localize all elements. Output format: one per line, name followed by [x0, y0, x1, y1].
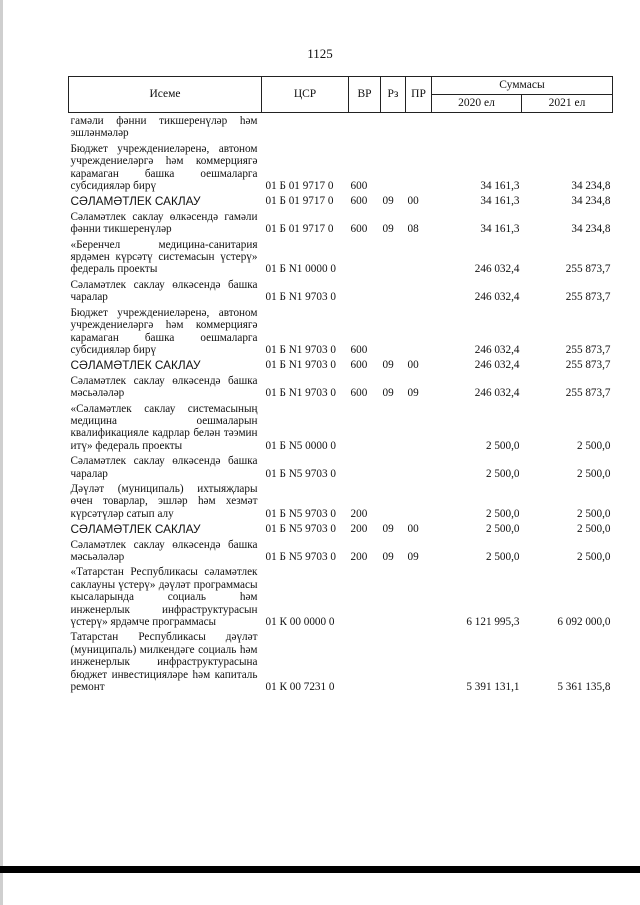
- row-pr: [406, 564, 432, 629]
- row-sum-2021: 255 873,7: [565, 343, 611, 356]
- row-pr: 00: [407, 359, 419, 372]
- row-sum-2021: 2 500,0: [576, 439, 611, 452]
- row-pr: [406, 481, 432, 521]
- row-rz: [381, 113, 406, 141]
- row-rz: 09: [382, 195, 394, 208]
- row-sum-2020: 34 161,3: [480, 180, 520, 193]
- row-sum-2020: 246 032,4: [474, 387, 520, 400]
- row-rz: [381, 564, 406, 629]
- row-rz: [381, 629, 406, 694]
- table-row: [69, 305, 613, 358]
- row-sum-2020: 246 032,4: [474, 343, 520, 356]
- row-sum-2021: 34 234,8: [571, 195, 611, 208]
- row-csr: 01 Б N5 9703 0: [265, 523, 336, 536]
- row-csr: 01 Б N5 9703 0: [265, 467, 336, 480]
- row-vr: 200: [350, 523, 368, 536]
- row-sum-2021: 6 092 000,0: [557, 616, 611, 629]
- row-pr: [406, 113, 432, 141]
- row-csr: [262, 113, 349, 141]
- scan-border: [0, 866, 640, 873]
- page-number: 1125: [307, 46, 333, 61]
- row-csr: 01 Б N1 0000 0: [265, 263, 336, 276]
- row-sum-2020: [432, 113, 522, 141]
- table-row: [69, 373, 613, 401]
- row-name: «Беренчел медицина-санитария ярдәмен күрсәтү системасын үстерү» федераль проекты: [70, 238, 258, 276]
- row-sum-2020: 5 391 131,1: [466, 681, 520, 694]
- row-sum-2021: 2 500,0: [576, 467, 611, 480]
- row-sum-2021: 5 361 135,8: [557, 681, 611, 694]
- row-vr: [349, 453, 381, 481]
- row-csr: 01 Б N1 9703 0: [265, 359, 336, 372]
- row-csr: 01 Б 01 9717 0: [265, 223, 334, 236]
- row-sum-2021: [522, 113, 613, 141]
- row-vr: 200: [350, 551, 368, 563]
- table-row: [69, 453, 613, 481]
- row-name: СӘЛАМӘТЛЕК САКЛАУ: [70, 522, 201, 537]
- row-csr: 01 К 00 7231 0: [265, 681, 335, 694]
- budget-table: [68, 76, 613, 694]
- row-csr: 01 К 00 0000 0: [265, 616, 335, 629]
- table-row: [69, 537, 613, 565]
- row-csr: 01 Б 01 9717 0: [265, 195, 334, 208]
- row-vr: [349, 564, 381, 629]
- header-name: Исеме: [69, 77, 262, 113]
- row-rz: [381, 277, 406, 305]
- row-sum-2020: 2 500,0: [485, 523, 520, 536]
- row-sum-2020: 246 032,4: [474, 291, 520, 304]
- row-pr: 00: [407, 195, 419, 208]
- row-name: СӘЛАМӘТЛЕК САКЛАУ: [70, 194, 201, 209]
- row-sum-2021: 34 234,8: [571, 223, 611, 236]
- row-vr: 600: [350, 387, 368, 400]
- row-rz: 09: [382, 223, 394, 236]
- row-rz: [381, 237, 406, 277]
- header-year-2021: 2021 ел: [522, 95, 613, 113]
- row-rz: [381, 141, 406, 194]
- row-rz: [381, 481, 406, 521]
- row-sum-2020: 2 500,0: [485, 507, 520, 520]
- row-name: Сәламәтлек саклау өлкәсендә гамәли фәнни тикшеренүләр: [70, 210, 258, 236]
- row-pr: 00: [407, 523, 419, 536]
- header-vr: ВР: [349, 77, 381, 113]
- table-row: [69, 141, 613, 194]
- table-row: [69, 209, 613, 237]
- row-rz: 09: [382, 551, 394, 563]
- row-pr: [406, 453, 432, 481]
- row-rz: 09: [382, 359, 394, 372]
- table-row: [69, 481, 613, 521]
- row-vr: [349, 113, 381, 141]
- table-row: [69, 401, 613, 454]
- header-csr: ЦСР: [262, 77, 349, 113]
- row-sum-2021: 255 873,7: [565, 263, 611, 276]
- row-sum-2020: 34 161,3: [480, 223, 520, 236]
- row-sum-2020: 2 500,0: [485, 551, 520, 563]
- table-row: [69, 357, 613, 372]
- row-vr: 600: [350, 223, 368, 236]
- row-name: «Сәламәтлек саклау системасының медицина оешмаларын квалификацияле кадрлар белән тәэмин итү» федераль проекты: [70, 402, 258, 452]
- row-csr: 01 Б N1 9703 0: [265, 387, 336, 400]
- header-pr: ПР: [406, 77, 432, 113]
- row-csr: 01 Б N5 0000 0: [265, 439, 336, 452]
- row-sum-2020: 6 121 995,3: [466, 616, 520, 629]
- row-sum-2020: 2 500,0: [485, 467, 520, 480]
- row-vr: 600: [350, 359, 368, 372]
- row-name: Дәүләт (муниципаль) ихтыяҗлары өчен товарлар, эшләр һәм хезмәт күрсәтүләр сатып алу: [70, 482, 258, 520]
- row-sum-2020: 2 500,0: [485, 439, 520, 452]
- row-name: Татарстан Республикасы дәүләт (муниципаль) милкендәге социаль һәм инженерлык инфраструктурасына бюджет инвестицияләре һәм капиталь ремонт: [70, 631, 258, 694]
- row-pr: [406, 305, 432, 358]
- row-vr: [349, 237, 381, 277]
- row-name: Сәламәтлек саклау өлкәсендә башка чаралар: [70, 455, 258, 480]
- header-sums: Суммасы: [432, 77, 613, 95]
- header-year-2020: 2020 ел: [432, 95, 522, 113]
- row-csr: 01 Б N1 9703 0: [265, 291, 336, 304]
- row-sum-2020: 246 032,4: [474, 359, 520, 372]
- row-pr: [406, 401, 432, 454]
- row-sum-2021: 255 873,7: [565, 359, 611, 372]
- row-sum-2020: 246 032,4: [474, 263, 520, 276]
- row-sum-2021: 255 873,7: [565, 387, 611, 400]
- row-name: Сәламәтлек саклау өлкәсендә башка мәсьәләләр: [70, 538, 258, 563]
- row-vr: 600: [350, 343, 368, 356]
- row-sum-2021: 2 500,0: [576, 551, 611, 563]
- row-name: Бюджет учреждениеләренә, автоном учреждениеләргә һәм коммерциягә карамаган башка оешмаларга субсидияләр бирү: [70, 306, 258, 356]
- row-rz: 09: [382, 387, 394, 400]
- row-vr: 600: [350, 180, 368, 193]
- table-row: [69, 193, 613, 208]
- scan-edge: [0, 0, 3, 905]
- row-vr: [349, 401, 381, 454]
- row-name: гамәли фәнни тикшеренүләр һәм эшләнмәләр: [70, 115, 258, 140]
- row-vr: [349, 629, 381, 694]
- row-rz: [381, 453, 406, 481]
- row-csr: 01 Б 01 9717 0: [265, 180, 334, 193]
- table-row: [69, 564, 613, 629]
- row-pr: [406, 141, 432, 194]
- table-row: [69, 629, 613, 694]
- row-pr: 08: [407, 223, 419, 236]
- table-body: [69, 113, 613, 695]
- row-csr: 01 Б N5 9703 0: [265, 507, 336, 520]
- row-pr: [406, 277, 432, 305]
- row-rz: [381, 401, 406, 454]
- row-rz: 09: [382, 523, 394, 536]
- row-name: Бюджет учреждениеләренә, автоном учреждениеләргә һәм коммерциягә карамаган башка оешмаларга субсидияләр бирү: [70, 142, 258, 193]
- row-name: Сәламәтлек саклау өлкәсендә башка чаралар: [70, 278, 258, 304]
- row-rz: [381, 305, 406, 358]
- row-name: Сәламәтлек саклау өлкәсендә башка мәсьәләләр: [70, 374, 258, 400]
- row-sum-2021: 255 873,7: [565, 291, 611, 304]
- table-row: [69, 277, 613, 305]
- row-csr: 01 Б N1 9703 0: [265, 343, 336, 356]
- row-sum-2021: 2 500,0: [576, 523, 611, 536]
- header-rz: Рз: [381, 77, 406, 113]
- row-name: СӘЛАМӘТЛЕК САКЛАУ: [70, 358, 201, 373]
- table-row: [69, 237, 613, 277]
- row-pr: [406, 629, 432, 694]
- row-sum-2021: 2 500,0: [576, 507, 611, 520]
- row-pr: 09: [407, 387, 419, 400]
- row-sum-2021: 34 234,8: [571, 180, 611, 193]
- row-pr: [406, 237, 432, 277]
- row-vr: 200: [350, 507, 368, 520]
- table-row: [69, 521, 613, 536]
- row-name: «Татарстан Республикасы сәламәтлек саклауны үстерү» дәүләт программасы кысаларында социаль һәм инженерлык инфраструктурасын үстерү» ярдәмче программасы: [70, 566, 258, 629]
- row-sum-2020: 34 161,3: [480, 195, 520, 208]
- row-vr: 600: [350, 195, 368, 208]
- row-pr: 09: [407, 551, 419, 563]
- row-vr: [349, 277, 381, 305]
- row-csr: 01 Б N5 9703 0: [265, 551, 336, 563]
- table-row: [69, 113, 613, 141]
